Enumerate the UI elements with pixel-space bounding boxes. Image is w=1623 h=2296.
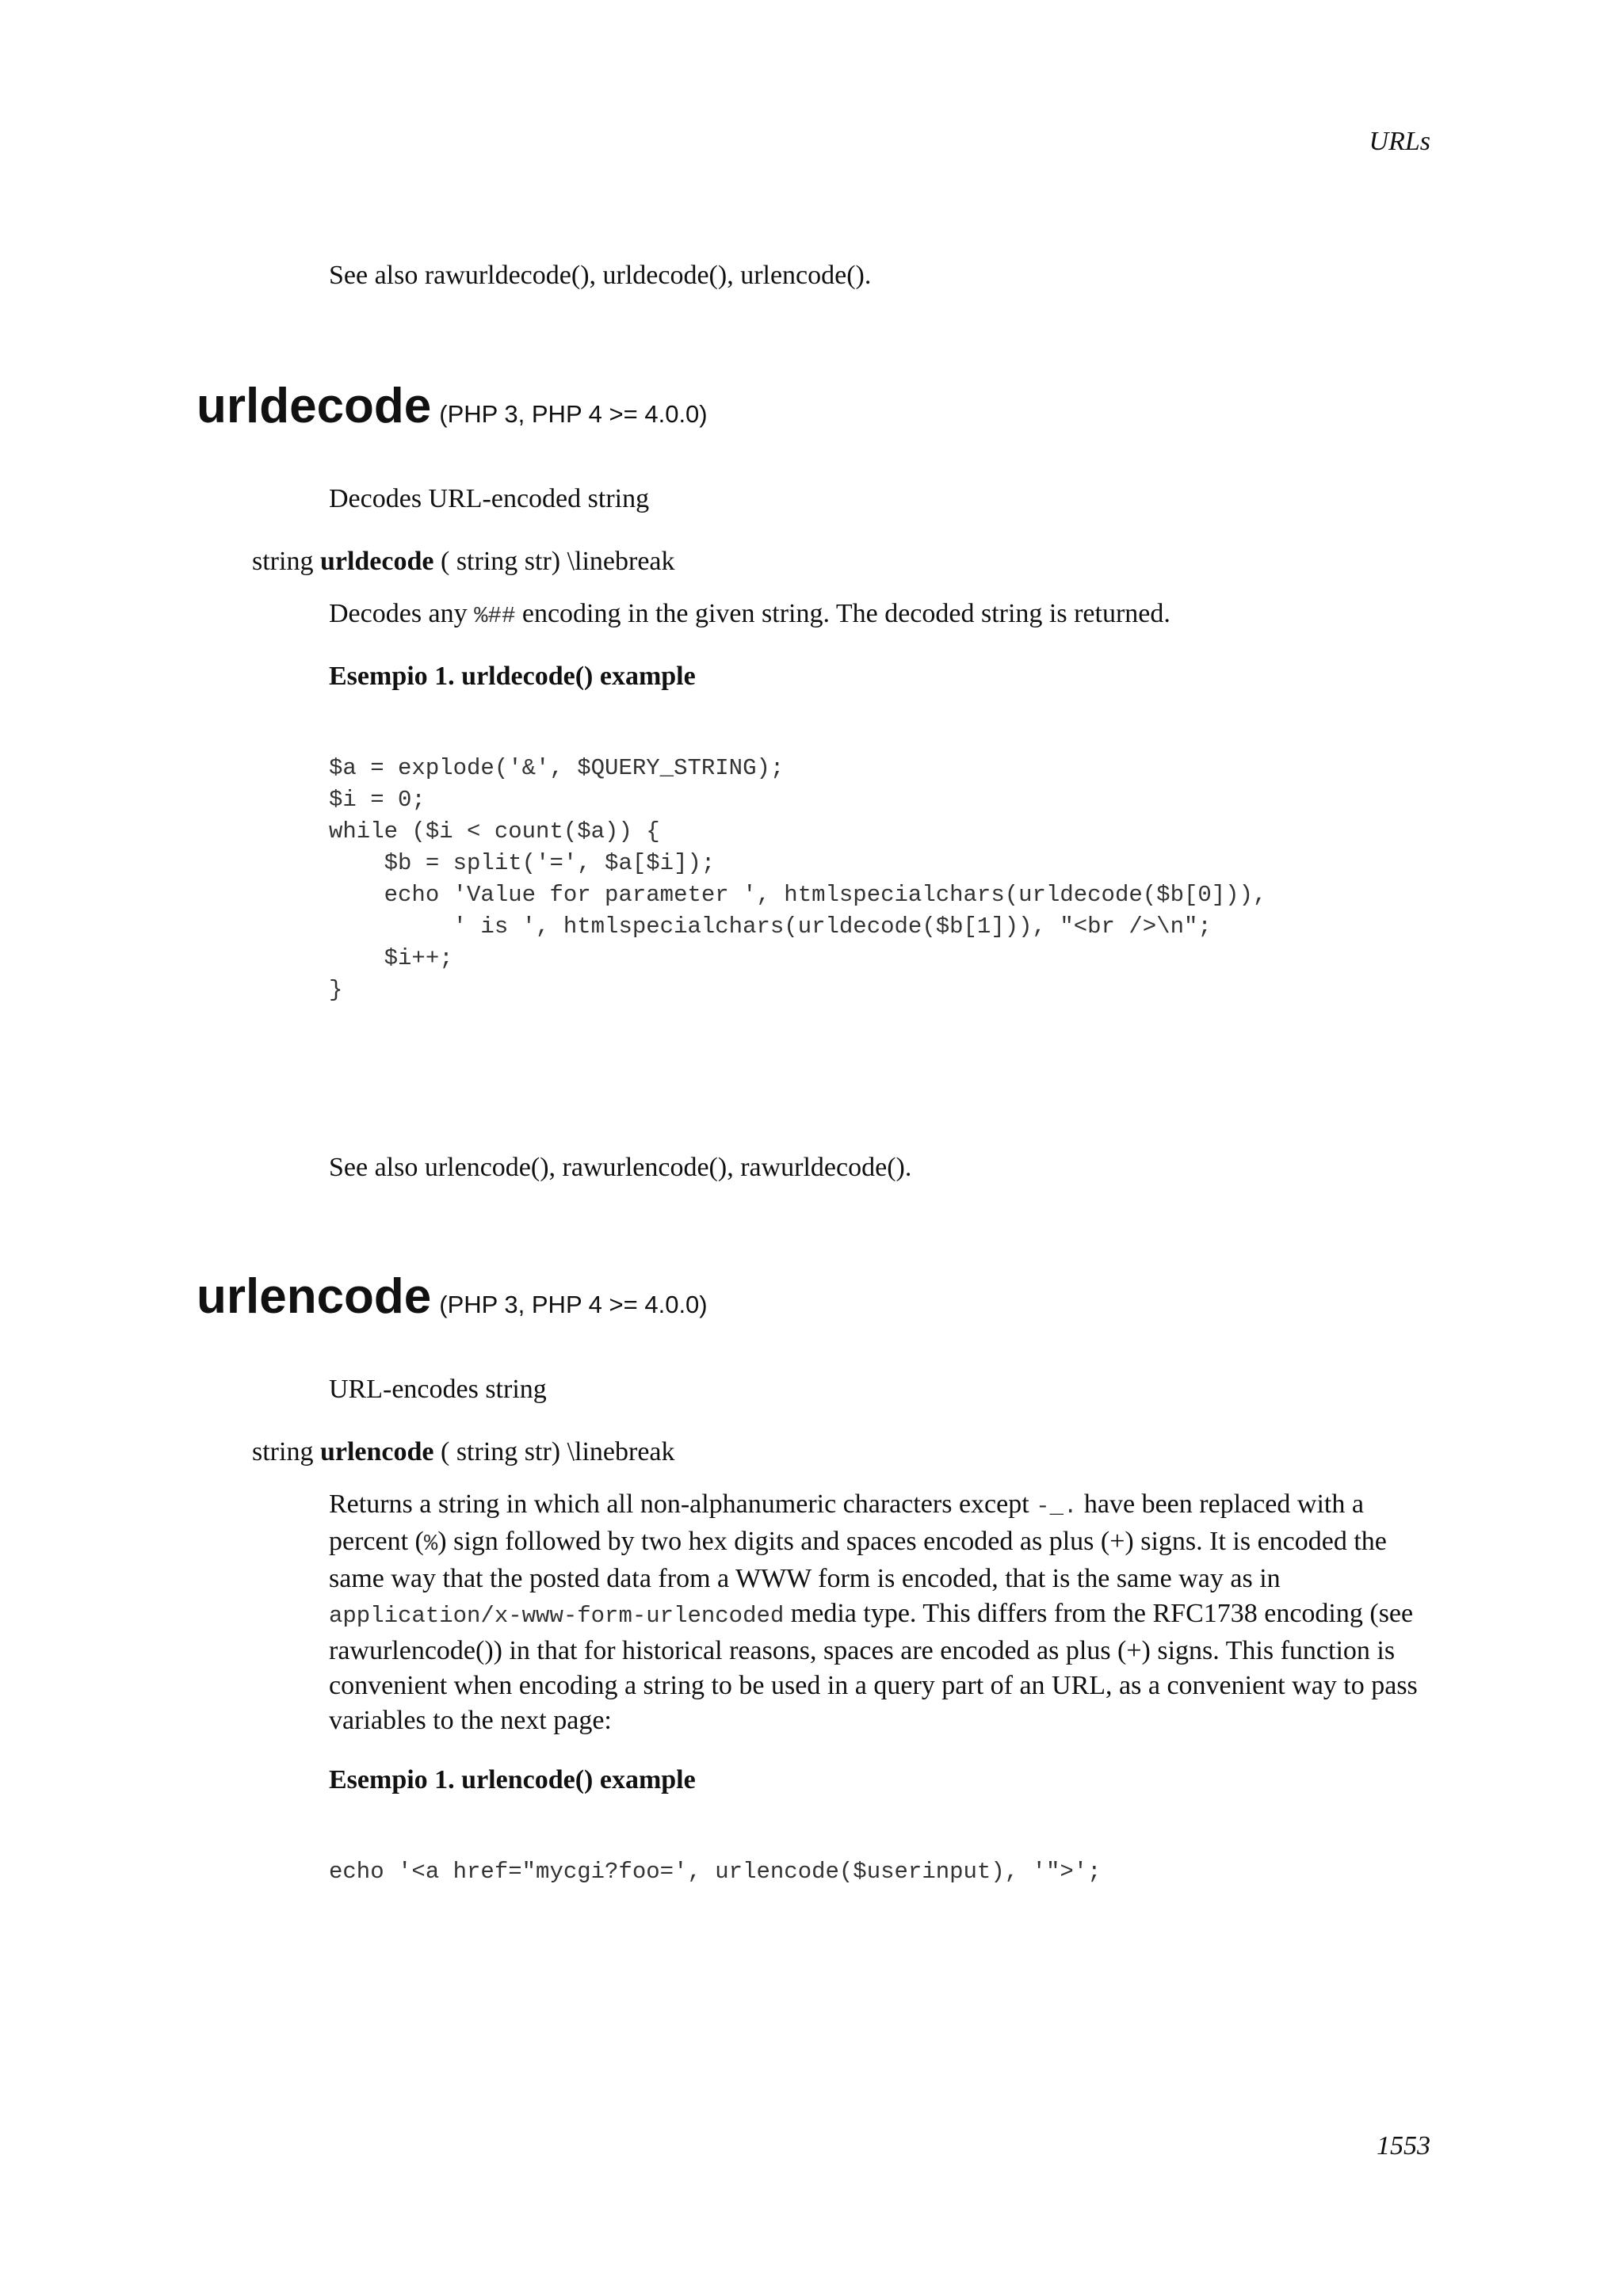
signature-function-name: urldecode (319, 547, 434, 576)
example-title: Esempio 1. urldecode() example (329, 662, 696, 691)
function-summary: Decodes URL-encoded string (329, 484, 650, 513)
code-example: $a = explode('&', $QUERY_STRING); $i = 0; while ($i < count($a)) { $b = split('=', $a[$i]); echo 'Value for parameter ', htmlspecialchars(urldecode($b[0])), ' is ', htmlspecialchars(urldecode($b[1])), "<br />\n"; $i++; } (329, 755, 1267, 1003)
inline-code: %## (474, 603, 516, 629)
running-header: URLs (1369, 127, 1430, 156)
inline-code: -_. (1036, 1493, 1078, 1520)
function-description (329, 1487, 1423, 1738)
description-text: ) sign followed by two hex digits and spaces encoded as plus (+) signs. It is encoded the same way that the posted data from a WWW form is encoded, that is the same way as in (329, 1527, 1387, 1593)
see-also-urlencode: See also urlencode(), rawurlencode(), rawurldecode(). (329, 1153, 912, 1182)
description-text: encoding in the given string. The decoded string is returned. (521, 599, 1170, 628)
description-text: have been replaced with a percent ( (329, 1489, 1364, 1556)
signature-args: ( string str) \linebreak (441, 547, 675, 576)
return-type: string (252, 1437, 314, 1466)
page-number: 1553 (1377, 2131, 1430, 2161)
inline-code: application/x-www-form-urlencoded (329, 1603, 785, 1629)
function-name: urldecode (197, 379, 432, 433)
function-summary: URL-encodes string (329, 1375, 547, 1404)
description-text: media type. This differs from the RFC1738 encoding (see rawurlencode()) in that for historical reasons, spaces are encoded as plus (+) signs. This function is convenient when encoding a string to be used in a query part of an URL, as a convenient way to pass variables to the next page: (329, 1599, 1418, 1735)
description-text: Decodes any (329, 599, 468, 628)
example-title: Esempio 1. urlencode() example (329, 1765, 696, 1794)
function-signature (252, 547, 675, 577)
function-signature (252, 1437, 675, 1467)
version-info: (PHP 3, PHP 4 >= 4.0.0) (439, 400, 708, 428)
return-type: string (252, 547, 314, 576)
version-info: (PHP 3, PHP 4 >= 4.0.0) (439, 1291, 708, 1318)
description-text: Returns a string in which all non-alphanumeric characters except (329, 1489, 1029, 1519)
signature-function-name: urlencode (319, 1437, 434, 1466)
inline-code: % (423, 1531, 438, 1557)
section-heading-urlencode (197, 1269, 708, 1333)
function-name: urlencode (197, 1269, 432, 1324)
code-example: echo '<a href="mycgi?foo=', urlencode($userinput), '">'; (329, 1859, 1102, 1885)
function-description (329, 597, 1170, 634)
signature-args: ( string str) \linebreak (441, 1437, 675, 1466)
section-heading-urldecode (197, 379, 708, 442)
see-also-rawurldecode: See also rawurldecode(), urldecode(), urlencode(). (329, 261, 872, 290)
